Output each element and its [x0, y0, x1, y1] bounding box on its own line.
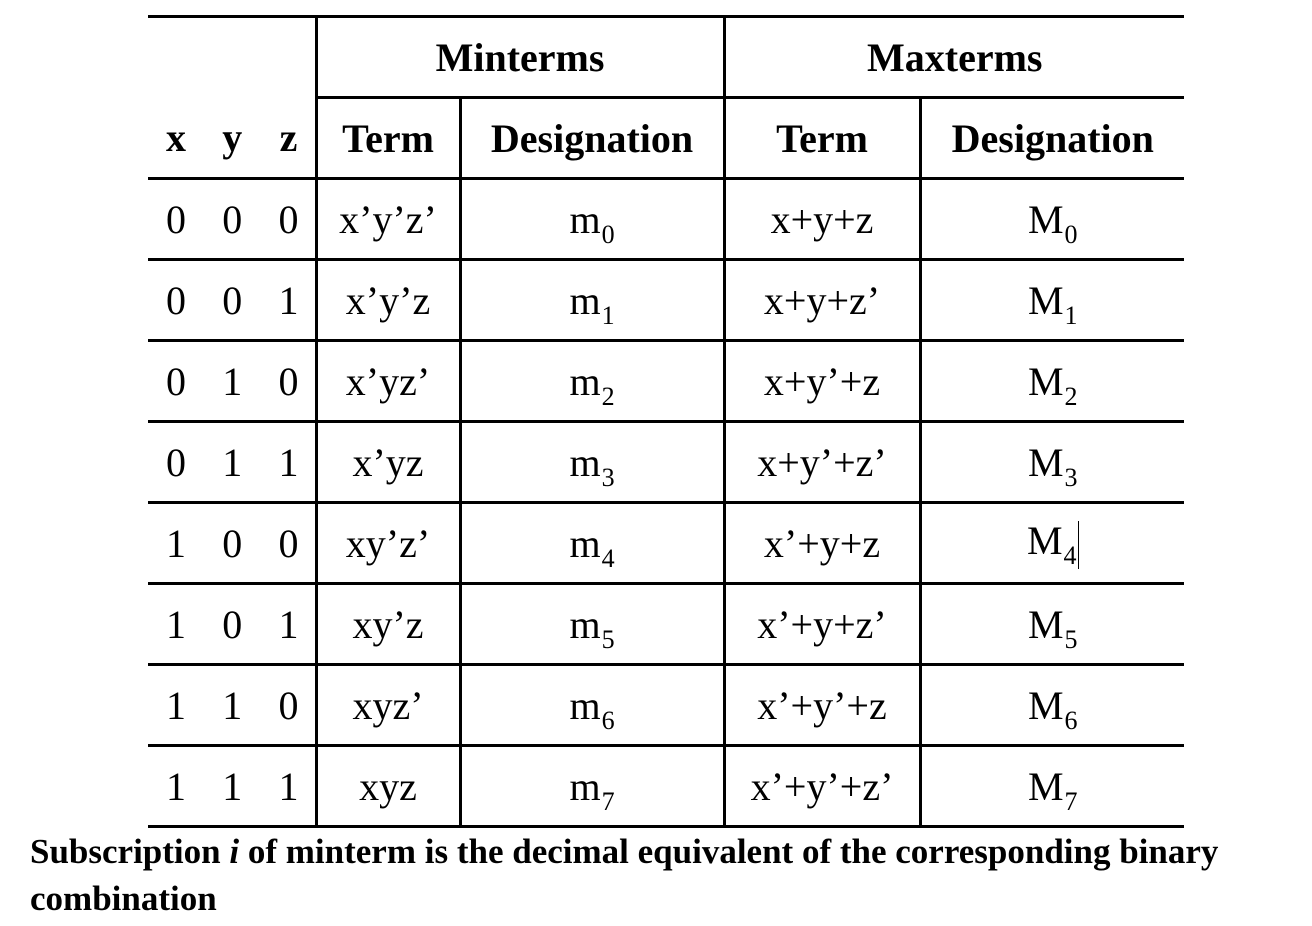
m-subscript: 6: [601, 705, 615, 735]
minterm-designation: [460, 422, 724, 503]
table-row: [148, 584, 1184, 665]
minterm-designation: [460, 341, 724, 422]
maxterm-term: x’+y+z: [724, 503, 920, 584]
minterm-term: xyz: [316, 746, 460, 827]
header-minterms: Minterms: [316, 17, 724, 98]
bit-y: 0: [222, 196, 243, 242]
bit-z: 0: [278, 196, 299, 242]
minterm-term: x’yz’: [316, 341, 460, 422]
m-letter: m: [569, 358, 601, 404]
maxterm-term: x’+y’+z: [724, 665, 920, 746]
bit-z: 0: [278, 358, 299, 404]
minterm-designation: [460, 260, 724, 341]
maxterm-term: x+y+z’: [724, 260, 920, 341]
maxterm-designation: [920, 341, 1184, 422]
minterm-designation: [460, 665, 724, 746]
M-subscript: 5: [1064, 624, 1078, 654]
bit-x: 1: [166, 682, 186, 728]
m-letter: m: [569, 601, 601, 647]
minterm-designation: [460, 584, 724, 665]
m-letter: m: [569, 277, 601, 323]
m-letter: m: [569, 682, 601, 728]
maxterm-term: x’+y’+z’: [724, 746, 920, 827]
header-minterm-term: Term: [316, 98, 460, 179]
bit-x: 0: [166, 196, 186, 242]
bit-y: 1: [222, 682, 243, 728]
bit-z: 1: [278, 601, 299, 647]
maxterm-designation[interactable]: [920, 503, 1184, 584]
m-subscript: 5: [601, 624, 615, 654]
maxterm-designation: [920, 746, 1184, 827]
bit-y: 0: [222, 520, 243, 566]
maxterm-term: x+y’+z’: [724, 422, 920, 503]
maxterm-designation: [920, 422, 1184, 503]
minterm-maxterm-table: [148, 15, 1184, 828]
minterm-designation: [460, 179, 724, 260]
M-letter: M: [1027, 277, 1064, 323]
m-letter: m: [569, 439, 601, 485]
bits-cell: [148, 260, 316, 341]
minterm-term: x’y’z’: [316, 179, 460, 260]
maxterm-designation: [920, 665, 1184, 746]
bit-x: 1: [166, 520, 186, 566]
m-letter: m: [569, 520, 601, 566]
footnote-text-end: of minterm is the decimal equivalent of the corresponding binary combination: [30, 832, 1219, 918]
m-subscript: 2: [601, 381, 615, 411]
M-subscript: 6: [1064, 705, 1078, 735]
maxterm-term: x’+y+z’: [724, 584, 920, 665]
table-row: [148, 260, 1184, 341]
bit-y: 1: [222, 358, 243, 404]
bit-x: 1: [166, 763, 186, 809]
bits-cell: [148, 665, 316, 746]
maxterm-term: x+y’+z: [724, 341, 920, 422]
M-letter: M: [1026, 518, 1063, 564]
minterm-term: xy’z’: [316, 503, 460, 584]
minterm-term: xyz’: [316, 665, 460, 746]
bit-y: 1: [222, 439, 243, 485]
m-subscript: 3: [601, 462, 615, 492]
maxterm-term: x+y+z: [724, 179, 920, 260]
footnote-text-start: Subscription: [30, 832, 230, 871]
header-maxterm-designation: Designation: [920, 98, 1184, 179]
table-row: [148, 746, 1184, 827]
table-row: [148, 503, 1184, 584]
header-z: z: [279, 114, 298, 160]
minterm-designation: [460, 503, 724, 584]
M-subscript: 3: [1064, 462, 1078, 492]
m-subscript: 1: [601, 300, 615, 330]
M-subscript: 0: [1064, 219, 1078, 249]
m-letter: m: [569, 196, 601, 242]
footnote: [30, 828, 1310, 922]
minterm-term: xy’z: [316, 584, 460, 665]
bit-z: 0: [278, 520, 299, 566]
header-y: y: [222, 114, 243, 160]
header-blank: [148, 17, 316, 98]
table-row: [148, 179, 1184, 260]
bit-z: 1: [278, 763, 299, 809]
M-subscript: 4: [1063, 541, 1077, 571]
m-subscript: 0: [601, 219, 615, 249]
text-cursor: [1078, 521, 1079, 569]
M-letter: M: [1027, 439, 1064, 485]
table-row: [148, 341, 1184, 422]
bits-cell: [148, 503, 316, 584]
bit-x: 0: [166, 358, 186, 404]
M-letter: M: [1027, 763, 1064, 809]
m-subscript: 4: [601, 543, 615, 573]
M-letter: M: [1027, 196, 1064, 242]
header-maxterms: Maxterms: [724, 17, 1184, 98]
bits-cell: [148, 179, 316, 260]
M-letter: M: [1027, 601, 1064, 647]
bit-x: 0: [166, 439, 186, 485]
m-subscript: 7: [601, 786, 615, 816]
minterm-term: x’y’z: [316, 260, 460, 341]
M-subscript: 2: [1064, 381, 1078, 411]
bit-z: 1: [278, 439, 299, 485]
bit-x: 1: [166, 601, 186, 647]
M-letter: M: [1027, 358, 1064, 404]
bits-cell: [148, 746, 316, 827]
M-subscript: 7: [1064, 786, 1078, 816]
M-letter: M: [1027, 682, 1064, 728]
bits-cell: [148, 422, 316, 503]
header-x: x: [166, 114, 186, 160]
header-variables: [148, 98, 316, 179]
header-minterm-designation: Designation: [460, 98, 724, 179]
minterm-term: x’yz: [316, 422, 460, 503]
bit-z: 1: [278, 277, 299, 323]
bits-cell: [148, 584, 316, 665]
bit-x: 0: [166, 277, 186, 323]
bit-y: 0: [222, 601, 243, 647]
minterm-designation: [460, 746, 724, 827]
header-maxterm-term: Term: [724, 98, 920, 179]
maxterm-designation: [920, 584, 1184, 665]
maxterm-designation: [920, 260, 1184, 341]
bit-y: 0: [222, 277, 243, 323]
table-row: [148, 665, 1184, 746]
bit-z: 0: [278, 682, 299, 728]
M-subscript: 1: [1064, 300, 1078, 330]
m-letter: m: [569, 763, 601, 809]
bits-cell: [148, 341, 316, 422]
footnote-italic-i: i: [229, 832, 240, 871]
maxterm-designation: [920, 179, 1184, 260]
bit-y: 1: [222, 763, 243, 809]
table-row: [148, 422, 1184, 503]
